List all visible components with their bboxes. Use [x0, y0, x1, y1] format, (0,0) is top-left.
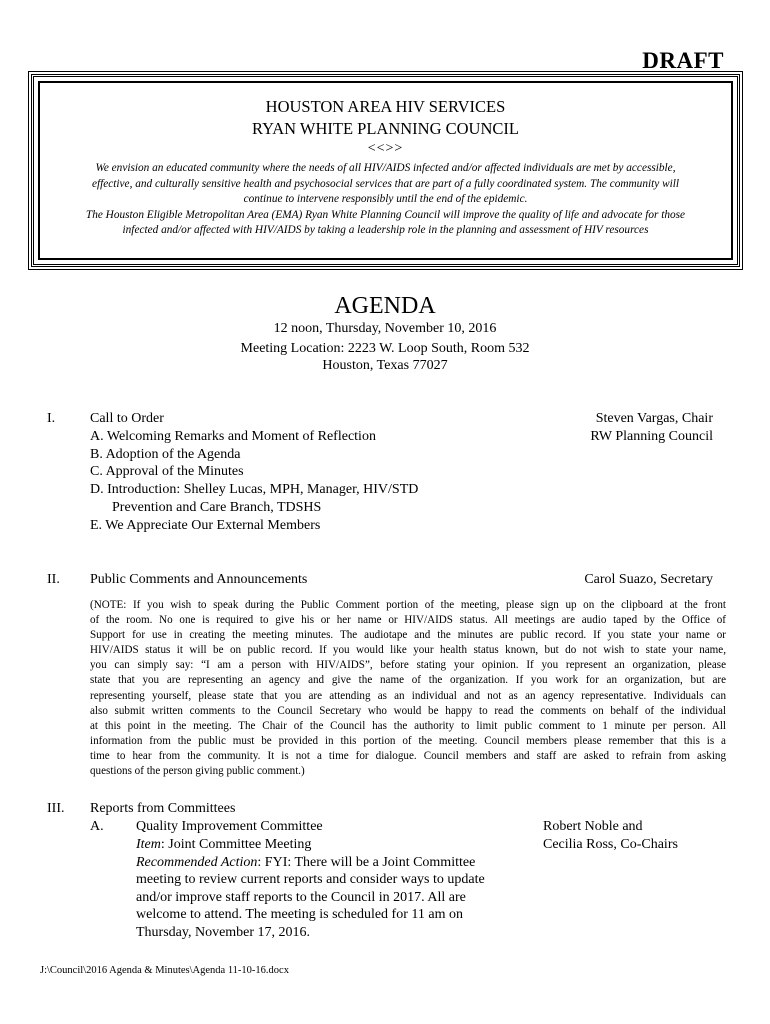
section-2-title: Public Comments and Announcements — [90, 572, 308, 587]
section-1-item-d-cont: Prevention and Care Branch, TDSHS — [112, 500, 322, 515]
section-3-number: III. — [47, 801, 65, 816]
vision-line: The Houston Eligible Metropolitan Area (EMA) Ryan White Planning Council will improve the quality of life and advocate for those — [85, 208, 686, 221]
section-1-number: I. — [47, 411, 56, 426]
section-1-title: Call to Order — [90, 411, 164, 426]
note-line: at this point in the meeting. The Chair of the Council has the authority to limit public comment to 1 minute per person. All — [90, 719, 726, 732]
note-line: state that you are representing an agency and give the name of the organization. If you work for an organization, but are — [90, 674, 726, 687]
section-3-title: Reports from Committees — [90, 801, 236, 816]
action-text: : FYI: There will be a Joint Committee — [257, 854, 476, 870]
header-box — [31, 74, 740, 267]
action-line — [136, 854, 485, 872]
vision-line: effective, and culturally sensitive health and psychosocial services that are part of a fully coordinated system. The community will — [91, 177, 680, 190]
note-line: also submit written comments to the Council Secretary who would be happy to read the comments on behalf of the individual — [90, 704, 726, 717]
public-comment-note — [90, 598, 726, 779]
action-line: meeting to review current reports and consider ways to update — [136, 872, 485, 887]
action-line: Thursday, November 17, 2016. — [136, 924, 311, 940]
section-1-presenter-role: RW Planning Council — [590, 429, 713, 444]
item-line — [136, 836, 485, 854]
section-2-number: II. — [47, 572, 60, 587]
item-value: : Joint Committee Meeting — [160, 837, 312, 852]
meeting-location: Meeting Location: 2223 W. Loop South, Room 532 — [240, 341, 530, 356]
action-line: and/or improve staff reports to the Council in 2017. All are — [136, 889, 466, 905]
meeting-time: 12 noon, Thursday, November 10, 2016 — [273, 321, 497, 336]
section-2-presenter: Carol Suazo, Secretary — [584, 572, 713, 587]
section-1-item-c: C. Approval of the Minutes — [90, 464, 244, 479]
section-1-item-d: D. Introduction: Shelley Lucas, MPH, Manager, HIV/STD — [90, 482, 419, 497]
agenda-title: AGENDA — [334, 293, 436, 319]
footer-file-path: J:\Council\2016 Agenda & Minutes\Agenda 11-10-16.docx — [40, 965, 289, 976]
note-line: of the room. No one is required to give his or her name or HIV/AIDS status. All meetings are audio taped by the Office of — [90, 614, 726, 627]
section-3-presenter-line2: Cecilia Ross, Co-Chairs — [543, 837, 678, 852]
meeting-city: Houston, Texas 77027 — [322, 358, 448, 373]
action-label: Recommended Action — [136, 854, 258, 870]
section-3-item-letter: A. — [90, 819, 104, 834]
section-1-presenter-name: Steven Vargas, Chair — [595, 411, 713, 426]
section-1-item-b: B. Adoption of the Agenda — [90, 447, 241, 462]
action-line: welcome to attend. The meeting is scheduled for 11 am on — [136, 907, 463, 922]
section-3-item-body — [136, 836, 485, 941]
note-line: Support for use in creating the meeting minutes. The audiotape and the minutes are public record. If you state your name or — [90, 629, 726, 642]
note-line: you can simply say: “I am a person with HIV/AIDS”, before stating your opinion. If you represent an organization, please — [90, 659, 726, 672]
section-1-item-e: E. We Appreciate Our External Members — [90, 518, 321, 533]
ornament-divider: <<>> — [367, 141, 404, 156]
vision-line: infected and/or affected with HIV/AIDS by taking a leadership role in the planning and assessment of HIV resources — [122, 224, 649, 236]
org-name-line1: HOUSTON AREA HIV SERVICES — [265, 97, 506, 116]
note-line: questions of the person giving public comment.) — [90, 765, 305, 778]
note-line: time to hear from the community. It is not a time for dialogue. Council members and staff are asked to refrain from asking — [90, 749, 726, 762]
note-line: information from the public must be provided in this portion of the meeting. Council members please remember that this is a — [90, 734, 726, 747]
note-line: HIV/AIDS status it will be on public record. If you would like your health status known, but do not wish to state your name, — [90, 644, 726, 657]
draft-label: DRAFT — [642, 48, 724, 73]
vision-line: continue to intervene responsibly until the end of the epidemic. — [243, 193, 528, 205]
item-label: Item — [136, 837, 161, 852]
vision-statement — [42, 161, 729, 239]
note-line: representing yourself, please state that you are attending as an individual and not as an agency representative. Individuals can — [90, 689, 726, 702]
section-3-item-title: Quality Improvement Committee — [136, 819, 323, 834]
note-line: (NOTE: If you wish to speak during the Public Comment portion of the meeting, please sign up on the clipboard at the front — [90, 599, 726, 611]
section-1-item-a: A. Welcoming Remarks and Moment of Reflection — [90, 429, 376, 444]
org-name-line2: RYAN WHITE PLANNING COUNCIL — [252, 119, 519, 138]
vision-line: We envision an educated community where the needs of all HIV/AIDS infected and/or affected individuals are met by accessible, — [95, 162, 676, 174]
section-3-presenter-line1: Robert Noble and — [543, 819, 643, 834]
